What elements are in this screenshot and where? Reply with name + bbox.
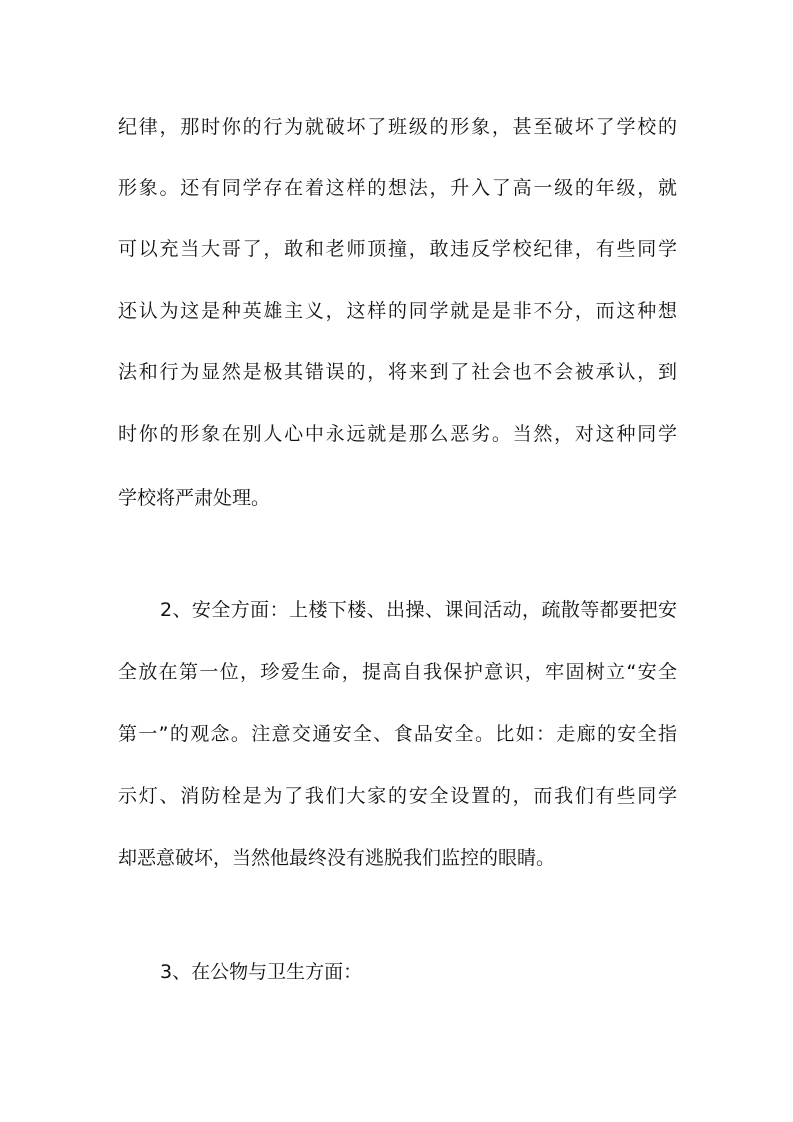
text-line: 示灯、消防栓是为了我们大家的安全设置的，而我们有些同学 <box>118 785 677 807</box>
text-line: 法和行为显然是极其错误的，将来到了社会也不会被承认，到 <box>118 361 677 383</box>
text-line: 形象。还有同学存在着这样的想法，升入了高一级的年级，就 <box>118 177 677 199</box>
text-line: 可以充当大哥了，敢和老师顶撞，敢违反学校纪律，有些同学 <box>118 238 677 260</box>
text-line: 还认为这是种英雄主义，这样的同学就是是非不分，而这种想 <box>118 300 677 322</box>
text-line: 却恶意破坏，当然他最终没有逃脱我们监控的眼睛。 <box>118 847 556 869</box>
text-line: 学校将严肃处理。 <box>118 487 271 509</box>
text-line: 全放在第一位，珍爱生命，提高自我保护意识，牢固树立“安全 <box>118 661 677 683</box>
section-heading-line: 3、在公物与卫生方面： <box>160 961 363 983</box>
text-line: 时你的形象在别人心中永远就是那么恶劣。当然，对这种同学 <box>118 423 677 445</box>
text-line: 纪律，那时你的行为就破坏了班级的形象，甚至破坏了学校的 <box>118 116 677 138</box>
section-heading-line: 2、安全方面：上楼下楼、出操、课间活动，疏散等都要把安 <box>160 599 677 621</box>
text-line: 第一”的观念。注意交通安全、食品安全。比如：走廊的安全指 <box>118 723 677 745</box>
